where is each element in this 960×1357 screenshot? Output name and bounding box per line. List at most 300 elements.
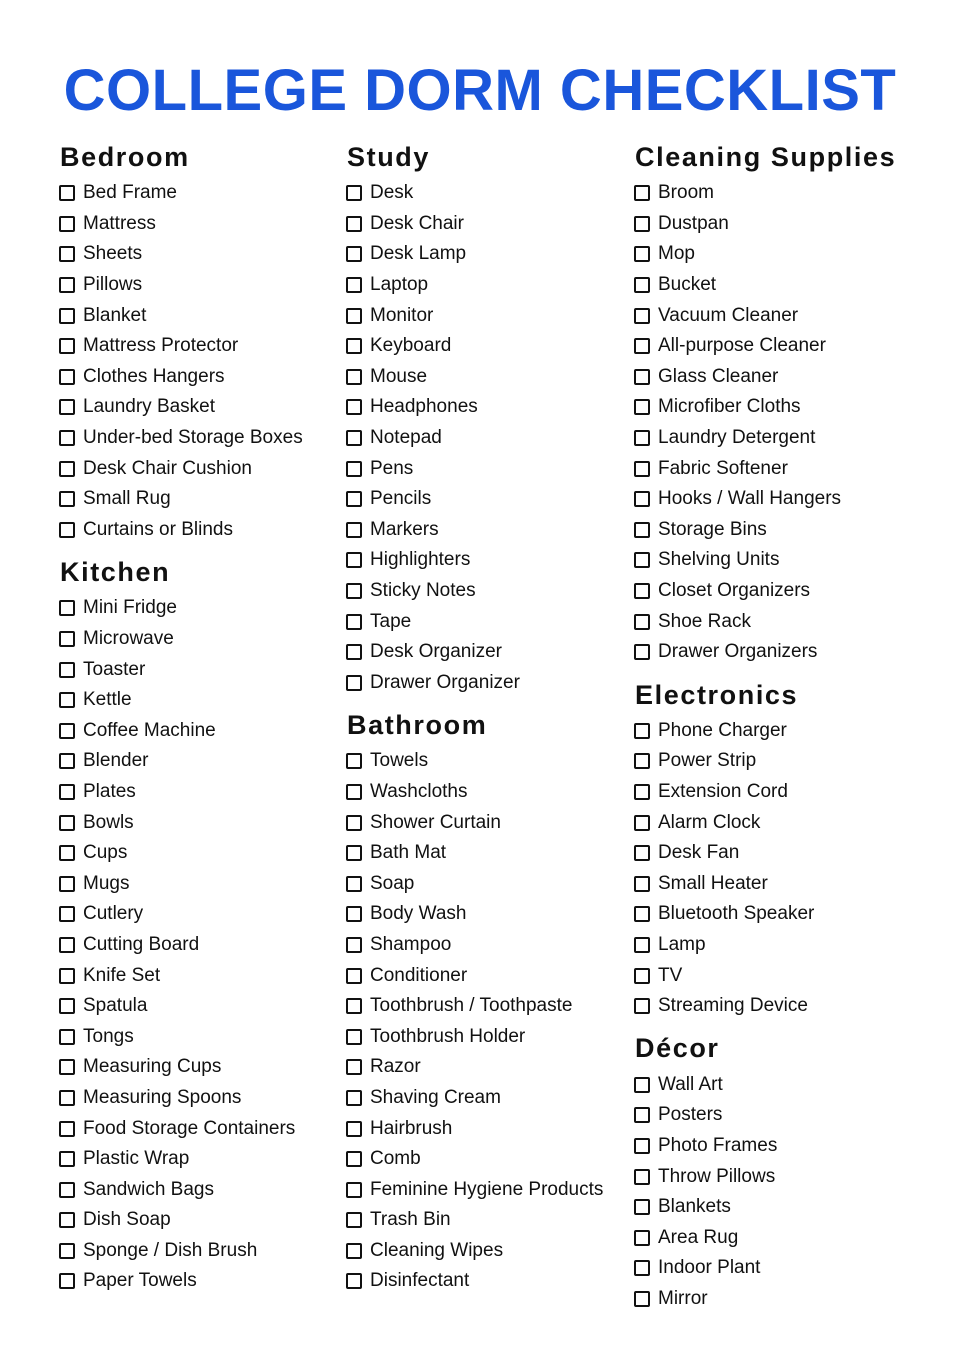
checklist-item-label: Blender: [83, 750, 149, 772]
checklist-item[interactable]: [346, 1021, 621, 1052]
checklist-item-label: Mouse: [370, 365, 428, 387]
checklist-item[interactable]: [59, 423, 329, 454]
checklist-item[interactable]: [346, 1113, 621, 1144]
checklist-item[interactable]: [346, 746, 621, 777]
checkbox[interactable]: [634, 815, 650, 831]
checkbox[interactable]: [346, 644, 362, 660]
checklist-item-label: Alarm Clock: [658, 811, 761, 833]
checkbox[interactable]: [346, 876, 362, 892]
checklist-item[interactable]: [59, 624, 329, 655]
checklist-item[interactable]: [59, 1236, 329, 1267]
section-electronics: [634, 676, 944, 1022]
checkbox[interactable]: [59, 369, 75, 385]
checklist-item-label: Microwave: [83, 628, 174, 650]
checklist-item-label: Mattress Protector: [83, 335, 239, 357]
checkbox[interactable]: [346, 277, 362, 293]
checklist-item[interactable]: [634, 331, 944, 362]
checkbox[interactable]: [346, 246, 362, 262]
checkbox[interactable]: [634, 308, 650, 324]
checkbox[interactable]: [59, 1121, 75, 1137]
checklist-item-label: Tongs: [83, 1025, 134, 1047]
checklist-item-label: Photo Frames: [658, 1134, 778, 1156]
section-bathroom: [346, 706, 621, 1297]
checklist-item[interactable]: [634, 545, 944, 576]
checklist-item[interactable]: [346, 331, 621, 362]
checklist-item[interactable]: [346, 1205, 621, 1236]
checklist-item[interactable]: [346, 1052, 621, 1083]
checkbox[interactable]: [59, 753, 75, 769]
checkbox[interactable]: [346, 815, 362, 831]
checklist-item[interactable]: [59, 593, 329, 624]
checklist-item[interactable]: [346, 515, 621, 546]
checkbox[interactable]: [59, 522, 75, 538]
checkbox[interactable]: [59, 491, 75, 507]
checklist-item-label: Blanket: [83, 304, 147, 326]
checklist-item-label: Hooks / Wall Hangers: [658, 488, 842, 510]
checklist-item[interactable]: [59, 515, 329, 546]
checklist-item[interactable]: [634, 637, 944, 668]
checklist-item-label: Shampoo: [370, 933, 452, 955]
checklist-item[interactable]: [634, 1161, 944, 1192]
checklist-item[interactable]: [346, 930, 621, 961]
checklist-item-label: Extension Cord: [658, 780, 788, 802]
checklist-item[interactable]: [59, 453, 329, 484]
checkbox[interactable]: [59, 998, 75, 1014]
checkbox[interactable]: [634, 644, 650, 660]
checklist-item-label: Phone Charger: [658, 719, 787, 741]
checklist-item-label: Bowls: [83, 811, 134, 833]
checklist-item-label: Keyboard: [370, 335, 452, 357]
checklist-item[interactable]: [346, 868, 621, 899]
checkbox[interactable]: [346, 1090, 362, 1106]
checklist-item-label: Body Wash: [370, 903, 467, 925]
checkbox[interactable]: [634, 1169, 650, 1185]
checklist-item-label: Blankets: [658, 1196, 731, 1218]
checklist-items: [634, 1069, 944, 1314]
checklist-item[interactable]: [634, 899, 944, 930]
checklist-item-label: Headphones: [370, 396, 478, 418]
checklist-item-label: Comb: [370, 1148, 421, 1170]
checkbox[interactable]: [634, 968, 650, 984]
checkbox[interactable]: [59, 1182, 75, 1198]
checklist-item-label: Indoor Plant: [658, 1257, 761, 1279]
checkbox[interactable]: [59, 1151, 75, 1167]
checklist-item-label: Pencils: [370, 488, 432, 510]
checklist-item[interactable]: [634, 209, 944, 240]
checklist-item-label: Bucket: [658, 274, 717, 296]
checklist-item[interactable]: [346, 1083, 621, 1114]
checkbox[interactable]: [346, 369, 362, 385]
checkbox[interactable]: [346, 937, 362, 953]
checklist-item-label: Toothbrush Holder: [370, 1025, 526, 1047]
checklist-item[interactable]: [59, 868, 329, 899]
checklist-item[interactable]: [59, 239, 329, 270]
checklist-item-label: Sheets: [83, 243, 143, 265]
checklist-item-label: Mattress: [83, 212, 156, 234]
checkbox[interactable]: [346, 998, 362, 1014]
checklist-item[interactable]: [59, 331, 329, 362]
checklist-item[interactable]: [59, 270, 329, 301]
checklist-item[interactable]: [634, 807, 944, 838]
checklist-item[interactable]: [634, 1284, 944, 1315]
checkbox[interactable]: [634, 552, 650, 568]
checkbox[interactable]: [634, 246, 650, 262]
checkbox[interactable]: [59, 1273, 75, 1289]
checklist-item[interactable]: [59, 1083, 329, 1114]
checkbox[interactable]: [346, 753, 362, 769]
checkbox[interactable]: [59, 399, 75, 415]
checklist-item[interactable]: [346, 1236, 621, 1267]
checklist-item[interactable]: [59, 838, 329, 869]
checkbox[interactable]: [59, 277, 75, 293]
checkbox[interactable]: [634, 399, 650, 415]
checkbox[interactable]: [634, 583, 650, 599]
checklist-item[interactable]: [59, 1266, 329, 1297]
checklist-item[interactable]: [346, 576, 621, 607]
checkbox[interactable]: [59, 461, 75, 477]
checklist-item[interactable]: [346, 1144, 621, 1175]
checklist-item-label: Vacuum Cleaner: [658, 304, 799, 326]
checklist-item-label: Wall Art: [658, 1073, 723, 1095]
checklist-item[interactable]: [346, 423, 621, 454]
checklist-item[interactable]: [346, 960, 621, 991]
checkbox[interactable]: [346, 906, 362, 922]
checklist-item[interactable]: [59, 899, 329, 930]
checkbox[interactable]: [59, 937, 75, 953]
checklist-item-label: Pillows: [83, 274, 143, 296]
checklist-item[interactable]: [634, 1100, 944, 1131]
checklist-item[interactable]: [59, 930, 329, 961]
checklist-items: [59, 593, 329, 1297]
checklist-item[interactable]: [346, 838, 621, 869]
checkbox[interactable]: [346, 216, 362, 232]
checklist-item[interactable]: [59, 991, 329, 1022]
checkbox[interactable]: [59, 784, 75, 800]
checkbox[interactable]: [346, 845, 362, 861]
checklist-item-label: Small Heater: [658, 872, 768, 894]
checklist-item[interactable]: [346, 362, 621, 393]
checklist-item-label: Pens: [370, 457, 414, 479]
checklist-item[interactable]: [346, 777, 621, 808]
checkbox[interactable]: [346, 968, 362, 984]
checklist-item[interactable]: [346, 484, 621, 515]
checklist-item[interactable]: [634, 991, 944, 1022]
checklist-item-label: Notepad: [370, 427, 442, 449]
checklist-item[interactable]: [634, 838, 944, 869]
checklist-item-label: Drawer Organizer: [370, 671, 520, 693]
checkbox[interactable]: [346, 1151, 362, 1167]
checkbox[interactable]: [634, 1199, 650, 1215]
checklist-column-1: [59, 138, 329, 1297]
checklist-item[interactable]: [346, 637, 621, 668]
checkbox[interactable]: [59, 815, 75, 831]
checkbox[interactable]: [346, 491, 362, 507]
checkbox[interactable]: [634, 338, 650, 354]
checklist-item-label: Curtains or Blinds: [83, 518, 233, 540]
checkbox[interactable]: [59, 1212, 75, 1228]
checklist-item[interactable]: [346, 270, 621, 301]
checkbox[interactable]: [634, 185, 650, 201]
checkbox[interactable]: [346, 461, 362, 477]
checkbox[interactable]: [346, 1212, 362, 1228]
checkbox[interactable]: [634, 1077, 650, 1093]
checkbox[interactable]: [59, 631, 75, 647]
checkbox[interactable]: [59, 968, 75, 984]
checklist-item-label: Storage Bins: [658, 518, 767, 540]
checkbox[interactable]: [59, 308, 75, 324]
checklist-item-label: Toaster: [83, 658, 146, 680]
checklist-item-label: Spatula: [83, 995, 148, 1017]
checkbox[interactable]: [59, 1029, 75, 1045]
checkbox[interactable]: [346, 1121, 362, 1137]
checklist-item-label: Glass Cleaner: [658, 365, 779, 387]
checklist-item-label: Toothbrush / Toothpaste: [370, 995, 573, 1017]
checklist-item-label: Under-bed Storage Boxes: [83, 427, 303, 449]
checklist-item-label: Plates: [83, 780, 136, 802]
checkbox[interactable]: [634, 845, 650, 861]
checkbox[interactable]: [59, 723, 75, 739]
page-title: COLLEGE DORM CHECKLIST: [63, 58, 897, 123]
checklist-item[interactable]: [346, 392, 621, 423]
checklist-item-label: Bath Mat: [370, 842, 447, 864]
checkbox[interactable]: [634, 1291, 650, 1307]
checkbox[interactable]: [634, 461, 650, 477]
checkbox[interactable]: [59, 1090, 75, 1106]
checklist-item-label: Mirror: [658, 1287, 708, 1309]
checklist-item[interactable]: [346, 209, 621, 240]
checklist-item[interactable]: [634, 270, 944, 301]
checklist-item-label: Coffee Machine: [83, 719, 216, 741]
checklist-item-label: Fabric Softener: [658, 457, 788, 479]
checkbox[interactable]: [634, 753, 650, 769]
checkbox[interactable]: [634, 491, 650, 507]
checklist-item[interactable]: [59, 392, 329, 423]
checkbox[interactable]: [59, 1243, 75, 1259]
checklist-item[interactable]: [634, 930, 944, 961]
checkbox[interactable]: [634, 998, 650, 1014]
checklist-item-label: Dustpan: [658, 212, 729, 234]
checklist-item[interactable]: [634, 746, 944, 777]
checklist-item[interactable]: [634, 1069, 944, 1100]
checklist-item[interactable]: [634, 1253, 944, 1284]
checkbox[interactable]: [59, 876, 75, 892]
checklist-item[interactable]: [346, 453, 621, 484]
checklist-item[interactable]: [59, 807, 329, 838]
checklist-item[interactable]: [59, 746, 329, 777]
checkbox[interactable]: [634, 277, 650, 293]
checkbox[interactable]: [634, 614, 650, 630]
checkbox[interactable]: [346, 614, 362, 630]
checklist-item[interactable]: [346, 300, 621, 331]
checkbox[interactable]: [59, 906, 75, 922]
checklist-item-label: Drawer Organizers: [658, 641, 818, 663]
checklist-item-label: Small Rug: [83, 488, 171, 510]
checklist-item[interactable]: [346, 1174, 621, 1205]
checkbox[interactable]: [346, 675, 362, 691]
checkbox[interactable]: [346, 338, 362, 354]
checklist-item-label: Towels: [370, 750, 429, 772]
checkbox[interactable]: [346, 784, 362, 800]
checklist-item[interactable]: [634, 362, 944, 393]
checklist-item[interactable]: [634, 484, 944, 515]
section-heading: Kitchen: [60, 557, 171, 588]
checklist-item[interactable]: [634, 392, 944, 423]
checklist-item[interactable]: [59, 1174, 329, 1205]
checklist-item[interactable]: [59, 178, 329, 209]
checklist-item-label: Kettle: [83, 689, 132, 711]
checklist-item[interactable]: [634, 178, 944, 209]
checklist-item[interactable]: [59, 1205, 329, 1236]
checklist-item[interactable]: [346, 899, 621, 930]
checklist-item[interactable]: [59, 1144, 329, 1175]
checkbox[interactable]: [346, 583, 362, 599]
checkbox[interactable]: [634, 1107, 650, 1123]
checkbox[interactable]: [346, 1029, 362, 1045]
checkbox[interactable]: [346, 552, 362, 568]
checklist-item-label: Washcloths: [370, 780, 468, 802]
checklist-item-label: Desk Fan: [658, 842, 740, 864]
checklist-item[interactable]: [59, 1052, 329, 1083]
checklist-item[interactable]: [59, 484, 329, 515]
checklist-item-label: Shaving Cream: [370, 1086, 501, 1108]
checklist-item-label: Lamp: [658, 933, 706, 955]
checklist-item[interactable]: [634, 515, 944, 546]
checklist-item-label: Desk: [370, 182, 414, 204]
checklist-item[interactable]: [59, 716, 329, 747]
checklist-item[interactable]: [59, 1113, 329, 1144]
checkbox[interactable]: [59, 1059, 75, 1075]
checkbox[interactable]: [59, 246, 75, 262]
checklist-item[interactable]: [59, 209, 329, 240]
checklist-item-label: Cups: [83, 842, 128, 864]
checklist-item[interactable]: [634, 1131, 944, 1162]
checklist-item[interactable]: [346, 239, 621, 270]
checkbox[interactable]: [346, 1273, 362, 1289]
checklist-item-label: Trash Bin: [370, 1209, 451, 1231]
checklist-item[interactable]: [59, 777, 329, 808]
checklist-item[interactable]: [634, 716, 944, 747]
checklist-item-label: Bed Frame: [83, 182, 177, 204]
checklist-item-label: Mugs: [83, 872, 130, 894]
checkbox[interactable]: [59, 692, 75, 708]
checkbox[interactable]: [634, 876, 650, 892]
checkbox[interactable]: [59, 600, 75, 616]
checkbox[interactable]: [346, 308, 362, 324]
checklist-item[interactable]: [59, 685, 329, 716]
checklist-item[interactable]: [634, 453, 944, 484]
checklist-item-label: TV: [658, 964, 683, 986]
checklist-item[interactable]: [634, 300, 944, 331]
section-cleaning-supplies: [634, 138, 944, 668]
checklist-item[interactable]: [59, 654, 329, 685]
checkbox[interactable]: [634, 1138, 650, 1154]
checklist-items: [346, 178, 621, 698]
checklist-item[interactable]: [634, 960, 944, 991]
checklist-item[interactable]: [346, 606, 621, 637]
checklist-item[interactable]: [634, 868, 944, 899]
checklist-item-label: Measuring Cups: [83, 1056, 222, 1078]
checklist-item-label: Tape: [370, 610, 412, 632]
checklist-item[interactable]: [346, 545, 621, 576]
checklist-item[interactable]: [346, 807, 621, 838]
checkbox[interactable]: [346, 399, 362, 415]
checkbox[interactable]: [346, 1182, 362, 1198]
checklist-item[interactable]: [59, 1021, 329, 1052]
checklist-item-label: Dish Soap: [83, 1209, 171, 1231]
section-heading: Study: [347, 142, 431, 172]
checklist-item-label: Cutlery: [83, 903, 144, 925]
checklist-item-label: Area Rug: [658, 1226, 739, 1248]
checklist-item-label: Plastic Wrap: [83, 1148, 190, 1170]
checkbox[interactable]: [59, 845, 75, 861]
checklist-item-label: Monitor: [370, 304, 434, 326]
checkbox[interactable]: [634, 723, 650, 739]
checklist-item[interactable]: [634, 1192, 944, 1223]
checklist-item-label: Measuring Spoons: [83, 1086, 242, 1108]
checklist-item-label: Desk Organizer: [370, 641, 502, 663]
checkbox[interactable]: [634, 1230, 650, 1246]
section-heading: Electronics: [635, 679, 799, 710]
section-kitchen: [59, 553, 329, 1297]
checklist-item[interactable]: [634, 423, 944, 454]
checkbox[interactable]: [346, 185, 362, 201]
checklist-item-label: Conditioner: [370, 964, 468, 986]
checkbox[interactable]: [634, 1260, 650, 1276]
checkbox[interactable]: [346, 1059, 362, 1075]
checklist-item[interactable]: [346, 178, 621, 209]
checklist-item-label: Power Strip: [658, 750, 757, 772]
checkbox[interactable]: [59, 338, 75, 354]
checklist-item-label: Posters: [658, 1104, 723, 1126]
checkbox[interactable]: [634, 369, 650, 385]
checklist-item[interactable]: [634, 239, 944, 270]
checklist-item[interactable]: [346, 1266, 621, 1297]
checklist-item-label: Desk Lamp: [370, 243, 467, 265]
checklist-item-label: Sponge / Dish Brush: [83, 1239, 258, 1261]
checklist-item-label: Shoe Rack: [658, 610, 751, 632]
checkbox[interactable]: [634, 784, 650, 800]
section-d-cor: [634, 1029, 944, 1314]
checkbox[interactable]: [634, 522, 650, 538]
checkbox[interactable]: [634, 216, 650, 232]
checklist-item[interactable]: [634, 576, 944, 607]
checkbox[interactable]: [634, 906, 650, 922]
checklist-item[interactable]: [634, 1222, 944, 1253]
checkbox[interactable]: [59, 662, 75, 678]
checklist-item-label: Laundry Basket: [83, 396, 216, 418]
checkbox[interactable]: [59, 185, 75, 201]
checklist-item-label: Broom: [658, 182, 714, 204]
checklist-item[interactable]: [634, 606, 944, 637]
checklist-item[interactable]: [346, 668, 621, 699]
checkbox[interactable]: [346, 430, 362, 446]
checklist-item[interactable]: [59, 300, 329, 331]
checkbox[interactable]: [59, 216, 75, 232]
checklist-item[interactable]: [59, 960, 329, 991]
checkbox[interactable]: [634, 430, 650, 446]
checklist-item[interactable]: [59, 362, 329, 393]
checkbox[interactable]: [346, 1243, 362, 1259]
checkbox[interactable]: [634, 937, 650, 953]
checklist-item-label: Razor: [370, 1056, 421, 1078]
checkbox[interactable]: [346, 522, 362, 538]
checklist-item-label: Soap: [370, 872, 415, 894]
checklist-item[interactable]: [346, 991, 621, 1022]
checklist-item[interactable]: [634, 777, 944, 808]
checklist-item-label: Throw Pillows: [658, 1165, 776, 1187]
section-study: [346, 138, 621, 698]
checkbox[interactable]: [59, 430, 75, 446]
